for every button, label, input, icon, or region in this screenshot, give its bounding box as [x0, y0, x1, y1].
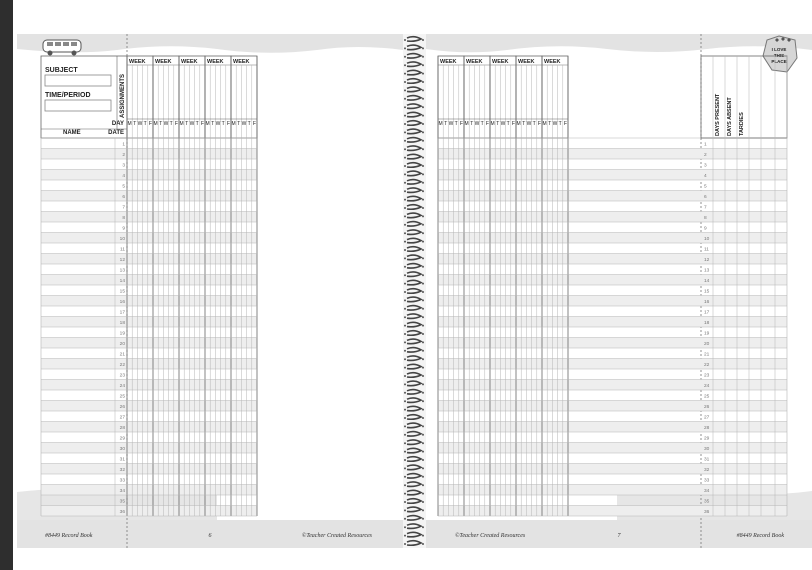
row-number-right: 12	[704, 258, 710, 263]
row-stripe	[41, 422, 257, 433]
row-number: 4	[122, 174, 125, 179]
row-number-right: 15	[704, 289, 710, 295]
spiral-hole-left	[404, 333, 406, 335]
row-number: 5	[122, 184, 125, 190]
weekday-label: T	[480, 121, 484, 127]
row-stripe	[41, 149, 257, 160]
spiral-hole-right	[422, 299, 424, 301]
row-number-right: 21	[704, 352, 710, 358]
spiral-hole-right	[422, 257, 424, 259]
spiral-hole-left	[404, 207, 406, 209]
spiral-hole-left	[404, 442, 406, 444]
spiral-hole-right	[422, 325, 424, 327]
weekday-label: T	[143, 121, 147, 127]
spiral-hole-left	[404, 467, 406, 469]
weekday-label: T	[506, 121, 510, 127]
spiral-hole-left	[404, 266, 406, 268]
spiral-hole-right	[422, 224, 424, 226]
spiral-hole-left	[404, 383, 406, 385]
row-number-right: 26	[704, 405, 710, 410]
spiral-hole-right	[422, 518, 424, 520]
spiral-hole-left	[404, 115, 406, 117]
spiral-hole-left	[404, 434, 406, 436]
row-stripe	[41, 254, 257, 265]
row-number-right: 24	[704, 384, 710, 389]
row-number-right: 16	[704, 300, 710, 305]
weekday-label: F	[200, 121, 204, 127]
spiral-hole-right	[422, 115, 424, 117]
week-label: WEEK	[544, 59, 561, 65]
spiral-hole-left	[404, 148, 406, 150]
weekday-label: W	[448, 121, 454, 127]
spiral-hole-left	[404, 241, 406, 243]
weekday-label: M	[542, 121, 547, 127]
row-number-right: 4	[704, 174, 707, 179]
weekday-label: T	[133, 121, 137, 127]
subject-field[interactable]	[45, 75, 111, 86]
weekday-label: F	[252, 121, 256, 127]
spiral-hole-right	[422, 148, 424, 150]
spiral-hole-left	[404, 39, 406, 41]
row-number: 14	[119, 279, 125, 284]
row-number: 21	[119, 352, 125, 358]
row-number: 15	[119, 289, 125, 295]
spiral-hole-right	[422, 400, 424, 402]
spiral-hole-left	[404, 392, 406, 394]
spiral-hole-right	[422, 199, 424, 201]
left-footer-right: ©Teacher Created Resources	[301, 533, 372, 539]
week-label: WEEK	[233, 59, 250, 65]
subject-label: SUBJECT	[45, 67, 78, 74]
row-number-right: 11	[704, 247, 709, 253]
weekday-label: F	[226, 121, 230, 127]
date-label: DATE	[108, 130, 124, 136]
days-present-label: DAYS PRESENT	[715, 93, 721, 136]
right-page	[426, 34, 812, 548]
row-number: 23	[119, 373, 125, 379]
row-stripe	[41, 191, 257, 202]
row-number: 33	[119, 478, 125, 484]
row-number-right: 19	[704, 331, 710, 337]
row-number: 22	[119, 363, 125, 368]
week-label: WEEK	[207, 59, 224, 65]
row-number-right: 23	[704, 373, 710, 379]
spiral-hole-left	[404, 89, 406, 91]
spiral-hole-left	[404, 173, 406, 175]
tardies-label: TARDIES	[739, 112, 745, 136]
right-page-number: 7	[617, 533, 621, 539]
spiral-hole-right	[422, 207, 424, 209]
row-number: 2	[122, 153, 125, 158]
weekday-label: M	[127, 121, 132, 127]
spiral-hole-left	[404, 157, 406, 159]
spiral-hole-left	[404, 459, 406, 461]
weekday-label: W	[137, 121, 143, 127]
spiral-hole-right	[422, 375, 424, 377]
row-stripe	[41, 401, 257, 412]
row-number: 13	[119, 268, 125, 274]
spiral-hole-right	[422, 467, 424, 469]
spiral-hole-left	[404, 417, 406, 419]
spiral-hole-right	[422, 56, 424, 58]
spiral-hole-left	[404, 140, 406, 142]
row-number: 18	[119, 321, 125, 326]
row-number-right: 31	[704, 457, 710, 463]
spiral-hole-right	[422, 106, 424, 108]
row-number: 16	[119, 300, 125, 305]
row-number-right: 14	[704, 279, 710, 284]
row-number-right: 25	[704, 394, 710, 400]
spiral-hole-left	[404, 409, 406, 411]
spiral-hole-right	[422, 241, 424, 243]
spiral-hole-right	[422, 47, 424, 49]
spiral-hole-right	[422, 442, 424, 444]
weekday-label: W	[189, 121, 195, 127]
spiral-hole-right	[422, 316, 424, 318]
weekday-label: W	[500, 121, 506, 127]
row-number: 20	[119, 342, 125, 347]
spiral-hole-left	[404, 47, 406, 49]
row-number: 10	[119, 237, 125, 242]
name-label: NAME	[63, 130, 81, 136]
week-label: WEEK	[466, 59, 483, 65]
spiral-hole-left	[404, 425, 406, 427]
spiral-hole-right	[422, 493, 424, 495]
weekday-label: T	[211, 121, 215, 127]
spiral-hole-right	[422, 215, 424, 217]
weekday-label: M	[464, 121, 469, 127]
row-stripe	[41, 275, 257, 286]
spiral-hole-right	[422, 131, 424, 133]
spiral-hole-left	[404, 484, 406, 486]
weekday-label: M	[516, 121, 521, 127]
row-number-right: 6	[704, 195, 707, 200]
weekday-label: T	[195, 121, 199, 127]
spiral-hole-left	[404, 543, 406, 545]
weekday-label: M	[490, 121, 495, 127]
weekday-label: W	[215, 121, 221, 127]
spiral-hole-left	[404, 518, 406, 520]
spiral-hole-left	[404, 350, 406, 352]
spiral-hole-right	[422, 157, 424, 159]
weekday-label: T	[496, 121, 500, 127]
week-label: WEEK	[440, 59, 457, 65]
weekday-label: W	[526, 121, 532, 127]
spiral-hole-right	[422, 383, 424, 385]
weekday-label: F	[485, 121, 489, 127]
right-footer-left: ©Teacher Created Resources	[455, 533, 526, 539]
row-number: 6	[122, 195, 125, 200]
weekday-label: T	[169, 121, 173, 127]
row-stripe	[41, 170, 257, 181]
right-footer-right: #8449 Record Book	[736, 533, 784, 539]
spiral-hole-left	[404, 526, 406, 528]
spiral-hole-right	[422, 333, 424, 335]
row-stripe	[41, 485, 257, 496]
spiral-hole-right	[422, 39, 424, 41]
weekday-label: T	[454, 121, 458, 127]
spiral-hole-right	[422, 392, 424, 394]
spiral-hole-right	[422, 409, 424, 411]
week-label: WEEK	[492, 59, 509, 65]
spiral-hole-right	[422, 232, 424, 234]
row-number: 28	[119, 426, 125, 431]
spiral-hole-right	[422, 434, 424, 436]
row-number-right: 35	[704, 499, 710, 505]
spiral-hole-right	[422, 64, 424, 66]
spiral-hole-left	[404, 325, 406, 327]
row-number-right: 22	[704, 363, 710, 368]
spiral-hole-left	[404, 182, 406, 184]
week-label: WEEK	[155, 59, 172, 65]
weekday-label: M	[438, 121, 443, 127]
row-number-right: 13	[704, 268, 710, 274]
weekday-label: W	[241, 121, 247, 127]
spiral-hole-left	[404, 501, 406, 503]
weekday-label: M	[179, 121, 184, 127]
row-number-right: 29	[704, 436, 710, 442]
row-number-right: 17	[704, 310, 710, 316]
spiral-hole-left	[404, 224, 406, 226]
row-number-right: 8	[704, 216, 707, 221]
row-number: 31	[119, 457, 125, 463]
weekday-label: M	[205, 121, 210, 127]
row-number: 29	[119, 436, 125, 442]
weekday-label: M	[153, 121, 158, 127]
spiral-hole-right	[422, 190, 424, 192]
row-number-right: 3	[704, 163, 707, 169]
row-stripe	[41, 317, 257, 328]
row-number-right: 1	[704, 142, 707, 148]
window-edge	[0, 0, 13, 570]
spiral-hole-right	[422, 182, 424, 184]
spiral-hole-left	[404, 199, 406, 201]
row-number: 11	[120, 247, 125, 253]
spiral-hole-left	[404, 308, 406, 310]
spiral-hole-left	[404, 123, 406, 125]
spiral-hole-left	[404, 64, 406, 66]
spiral-hole-right	[422, 81, 424, 83]
spiral-hole-left	[404, 232, 406, 234]
left-page-number: 6	[208, 533, 212, 539]
weekday-label: M	[231, 121, 236, 127]
week-label: WEEK	[181, 59, 198, 65]
weekday-label: F	[459, 121, 463, 127]
row-stripe	[41, 212, 257, 223]
spiral-hole-right	[422, 283, 424, 285]
badge-line-3: PLACE	[771, 59, 787, 64]
row-stripe	[41, 464, 257, 475]
spiral-hole-left	[404, 358, 406, 360]
spiral-hole-right	[422, 509, 424, 511]
spiral-binding-icon	[403, 34, 426, 548]
spiral-hole-left	[404, 509, 406, 511]
spiral-hole-right	[422, 476, 424, 478]
spiral-hole-left	[404, 190, 406, 192]
spiral-hole-right	[422, 165, 424, 167]
spiral-hole-right	[422, 98, 424, 100]
spiral-hole-left	[404, 215, 406, 217]
row-number: 9	[122, 226, 125, 232]
weekday-label: T	[444, 121, 448, 127]
row-number-right: 34	[704, 489, 710, 494]
spiral-hole-left	[404, 56, 406, 58]
spiral-hole-left	[404, 476, 406, 478]
day-label: DAY	[111, 121, 124, 127]
weekday-label: F	[174, 121, 178, 127]
spiral-hole-left	[404, 400, 406, 402]
spiral-hole-right	[422, 73, 424, 75]
row-number: 1	[122, 142, 125, 148]
spiral-hole-left	[404, 493, 406, 495]
days-absent-label: DAYS ABSENT	[727, 97, 733, 136]
spiral-hole-left	[404, 291, 406, 293]
spiral-hole-right	[422, 526, 424, 528]
row-number: 3	[122, 163, 125, 169]
row-number-right: 7	[704, 205, 707, 211]
weekday-label: T	[470, 121, 474, 127]
assignments-label: ASSIGNMENTS	[120, 73, 126, 118]
spiral-hole-right	[422, 274, 424, 276]
row-number-right: 30	[704, 447, 710, 452]
row-stripe	[41, 338, 257, 349]
spiral-hole-right	[422, 123, 424, 125]
row-number-right: 32	[704, 468, 710, 473]
row-number: 36	[119, 510, 125, 515]
row-number: 19	[119, 331, 125, 337]
row-stripe	[41, 506, 257, 517]
row-number-right: 28	[704, 426, 710, 431]
row-stripe	[41, 233, 257, 244]
row-number: 32	[119, 468, 125, 473]
weekday-label: F	[537, 121, 541, 127]
spiral-hole-left	[404, 257, 406, 259]
badge-line-2: THIS	[773, 53, 785, 58]
row-number-right: 33	[704, 478, 710, 484]
left-page	[17, 34, 403, 548]
spiral-hole-left	[404, 165, 406, 167]
spiral-hole-left	[404, 316, 406, 318]
spiral-hole-left	[404, 73, 406, 75]
left-footer-left: #8449 Record Book	[45, 533, 93, 539]
weekday-label: F	[148, 121, 152, 127]
spiral-hole-left	[404, 451, 406, 453]
row-number: 7	[122, 205, 125, 211]
spiral-hole-right	[422, 501, 424, 503]
spiral-hole-right	[422, 266, 424, 268]
row-number: 24	[119, 384, 125, 389]
row-stripe	[41, 359, 257, 370]
weekday-label: T	[558, 121, 562, 127]
spiral-hole-left	[404, 98, 406, 100]
weekday-label: T	[247, 121, 251, 127]
spiral-hole-right	[422, 535, 424, 537]
row-number-right: 9	[704, 226, 707, 232]
weekday-label: T	[221, 121, 225, 127]
spiral-hole-left	[404, 375, 406, 377]
spiral-hole-right	[422, 484, 424, 486]
row-number: 12	[119, 258, 125, 263]
weekday-label: T	[522, 121, 526, 127]
row-number: 30	[119, 447, 125, 452]
row-number: 35	[119, 499, 125, 505]
spiral-hole-left	[404, 106, 406, 108]
row-number-right: 36	[704, 510, 710, 515]
row-number: 8	[122, 216, 125, 221]
weekday-label: F	[563, 121, 567, 127]
spiral-hole-left	[404, 299, 406, 301]
row-number: 34	[119, 489, 125, 494]
week-label: WEEK	[518, 59, 535, 65]
spiral-hole-left	[404, 367, 406, 369]
spiral-hole-right	[422, 308, 424, 310]
spiral-hole-right	[422, 459, 424, 461]
weekday-label: W	[163, 121, 169, 127]
row-number-right: 18	[704, 321, 710, 326]
row-stripe	[41, 296, 257, 307]
weekday-label: W	[552, 121, 558, 127]
row-stripe	[41, 380, 257, 391]
week-label: WEEK	[129, 59, 146, 65]
row-number: 27	[119, 415, 125, 421]
spiral-hole-right	[422, 451, 424, 453]
spiral-hole-right	[422, 358, 424, 360]
spiral-hole-left	[404, 535, 406, 537]
badge-line-1: I LOVE	[771, 47, 787, 52]
row-number: 26	[119, 405, 125, 410]
row-number-right: 20	[704, 342, 710, 347]
row-number: 25	[119, 394, 125, 400]
spiral-hole-right	[422, 367, 424, 369]
spiral-hole-left	[404, 341, 406, 343]
row-number-right: 27	[704, 415, 710, 421]
row-number-right: 10	[704, 237, 710, 242]
spiral-hole-left	[404, 283, 406, 285]
row-number-right: 5	[704, 184, 707, 190]
spiral-hole-left	[404, 131, 406, 133]
row-stripe	[41, 443, 257, 454]
weekday-label: F	[511, 121, 515, 127]
spiral-hole-right	[422, 89, 424, 91]
weekday-label: W	[474, 121, 480, 127]
record-book-spread	[17, 34, 812, 548]
spiral-hole-right	[422, 291, 424, 293]
row-number-right: 2	[704, 153, 707, 158]
weekday-label: T	[159, 121, 163, 127]
time-period-label: TIME/PERIOD	[45, 92, 91, 99]
spiral-hole-left	[404, 274, 406, 276]
spiral-hole-right	[422, 140, 424, 142]
spiral-hole-right	[422, 350, 424, 352]
spiral-hole-right	[422, 173, 424, 175]
weekday-label: T	[185, 121, 189, 127]
spiral-hole-left	[404, 81, 406, 83]
weekday-label: T	[548, 121, 552, 127]
spiral-hole-right	[422, 249, 424, 251]
spiral-hole-right	[422, 341, 424, 343]
weekday-label: T	[532, 121, 536, 127]
weekday-label: T	[237, 121, 241, 127]
spiral-hole-right	[422, 425, 424, 427]
time-period-field[interactable]	[45, 100, 111, 111]
spiral-hole-right	[422, 543, 424, 545]
spiral-hole-right	[422, 417, 424, 419]
spiral-hole-left	[404, 249, 406, 251]
row-number: 17	[119, 310, 125, 316]
